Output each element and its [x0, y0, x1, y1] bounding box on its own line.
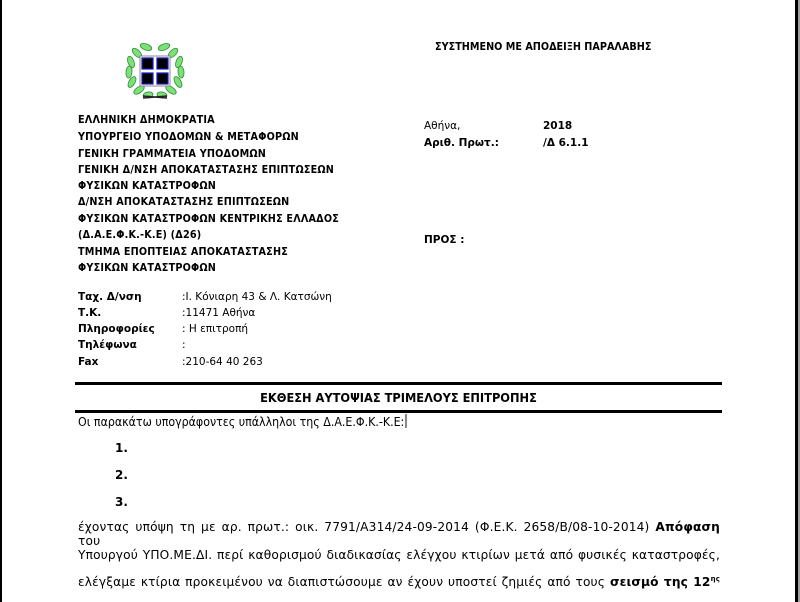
- member-number: 1.: [115, 441, 128, 455]
- issuer-line: ΥΠΟΥΡΓΕΙΟ ΥΠΟΔΟΜΩΝ & ΜΕΤΑΦΟΡΩΝ: [78, 131, 299, 143]
- intro-line[interactable]: [78, 414, 407, 429]
- contact-label: Τηλέφωνα: [78, 339, 137, 351]
- body-text: του: [78, 534, 101, 548]
- issuer-line: ΓΕΝΙΚΗ Δ/ΝΣΗ ΑΠΟΚΑΤΑΣΤΑΣΗΣ ΕΠΙΠΤΩΣΕΩΝ: [78, 164, 335, 176]
- issuer-line: (Δ.Α.Ε.Φ.Κ.-Κ.Ε) (Δ26): [78, 229, 202, 241]
- body-line: [78, 548, 720, 562]
- recipient-label: ΠΡΟΣ :: [424, 234, 465, 246]
- protocol-value: /Δ 6.1.1: [543, 137, 589, 149]
- intro-text: Οι παρακάτω υπογράφοντες υπάλληλοι της Δ.Α.Ε.Φ.Κ.-Κ.Ε:: [78, 415, 405, 429]
- bottom-rule: [75, 410, 722, 413]
- text-cursor: [405, 414, 406, 428]
- contact-label: Τ.Κ.: [78, 307, 102, 319]
- member-number: 3.: [115, 495, 128, 509]
- contact-value: :Ι. Κόνιαρη 43 & Λ. Κατσώνη: [182, 291, 332, 303]
- contact-value: :210-64 40 263: [182, 356, 263, 368]
- page-left-edge: [0, 0, 2, 602]
- date-value: 2018: [543, 120, 573, 132]
- issuer-line: ΕΛΛΗΝΙΚΗ ΔΗΜΟΚΡΑΤΙΑ: [78, 114, 215, 126]
- issuer-line: ΤΜΗΜΑ ΕΠΟΠΤΕΙΑΣ ΑΠΟΚΑΤΑΣΤΑΣΗΣ: [78, 246, 289, 258]
- body-text-bold: Απόφαση: [655, 520, 720, 534]
- greek-coat-of-arms-icon: [123, 40, 187, 100]
- contact-value: : Η επιτροπή: [182, 323, 249, 335]
- delivery-notice: ΣΥΣΤΗΜΕΝΟ ΜΕ ΑΠΟΔΕΙΞΗ ΠΑΡΑΛΑΒΗΣ: [435, 41, 652, 53]
- body-text: έχοντας υπόψη τη με αρ. πρωτ.: οικ. 7791/Α314/24-09-2014 (Φ.Ε.Κ. 2658/Β/08-10-2014): [78, 520, 650, 534]
- contact-value: :11471 Αθήνα: [182, 307, 256, 319]
- ordinal-superscript: ης: [710, 575, 720, 583]
- issuer-line: Δ/ΝΣΗ ΑΠΟΚΑΤΑΣΤΑΣΗΣ ΕΠΙΠΤΩΣΕΩΝ: [78, 196, 290, 208]
- body-line: [78, 520, 720, 548]
- member-number: 2.: [115, 468, 128, 482]
- issuer-line: ΦΥΣΙΚΩΝ ΚΑΤΑΣΤΡΟΦΩΝ: [78, 180, 217, 192]
- contact-label: Πληροφορίες: [78, 323, 155, 335]
- contact-label: Ταχ. Δ/νση: [78, 291, 142, 303]
- body-text-bold: σεισμό της 12: [609, 575, 711, 589]
- body-text: Υπουργού ΥΠΟ.ΜΕ.ΔΙ. περί καθορισμού διαδικασίας ελέγχου κτιρίων μετά από φυσικές καταστροφές,: [78, 548, 720, 562]
- report-title: ΕΚΘΕΣΗ ΑΥΤΟΨΙΑΣ ΤΡΙΜΕΛΟΥΣ ΕΠΙΤΡΟΠΗΣ: [260, 391, 537, 405]
- body-line: [78, 575, 720, 589]
- protocol-label: Αριθ. Πρωτ.:: [424, 137, 499, 149]
- issuer-line: ΦΥΣΙΚΩΝ ΚΑΤΑΣΤΡΟΦΩΝ ΚΕΝΤΡΙΚΗΣ ΕΛΛΑΔΟΣ: [78, 213, 340, 225]
- issuer-line: ΓΕΝΙΚΗ ΓΡΑΜΜΑΤΕΙΑ ΥΠΟΔΟΜΩΝ: [78, 148, 267, 160]
- body-text: ελέγξαμε κτίρια προκειμένου να διαπιστώσουμε αν έχουν υποστεί ζημιές από τους: [78, 575, 606, 589]
- top-rule: [75, 382, 722, 385]
- contact-label: Fax: [78, 356, 99, 368]
- contact-value: :: [182, 339, 186, 351]
- place-label: Αθήνα,: [424, 120, 461, 132]
- issuer-line: ΦΥΣΙΚΩΝ ΚΑΤΑΣΤΡΟΦΩΝ: [78, 262, 217, 274]
